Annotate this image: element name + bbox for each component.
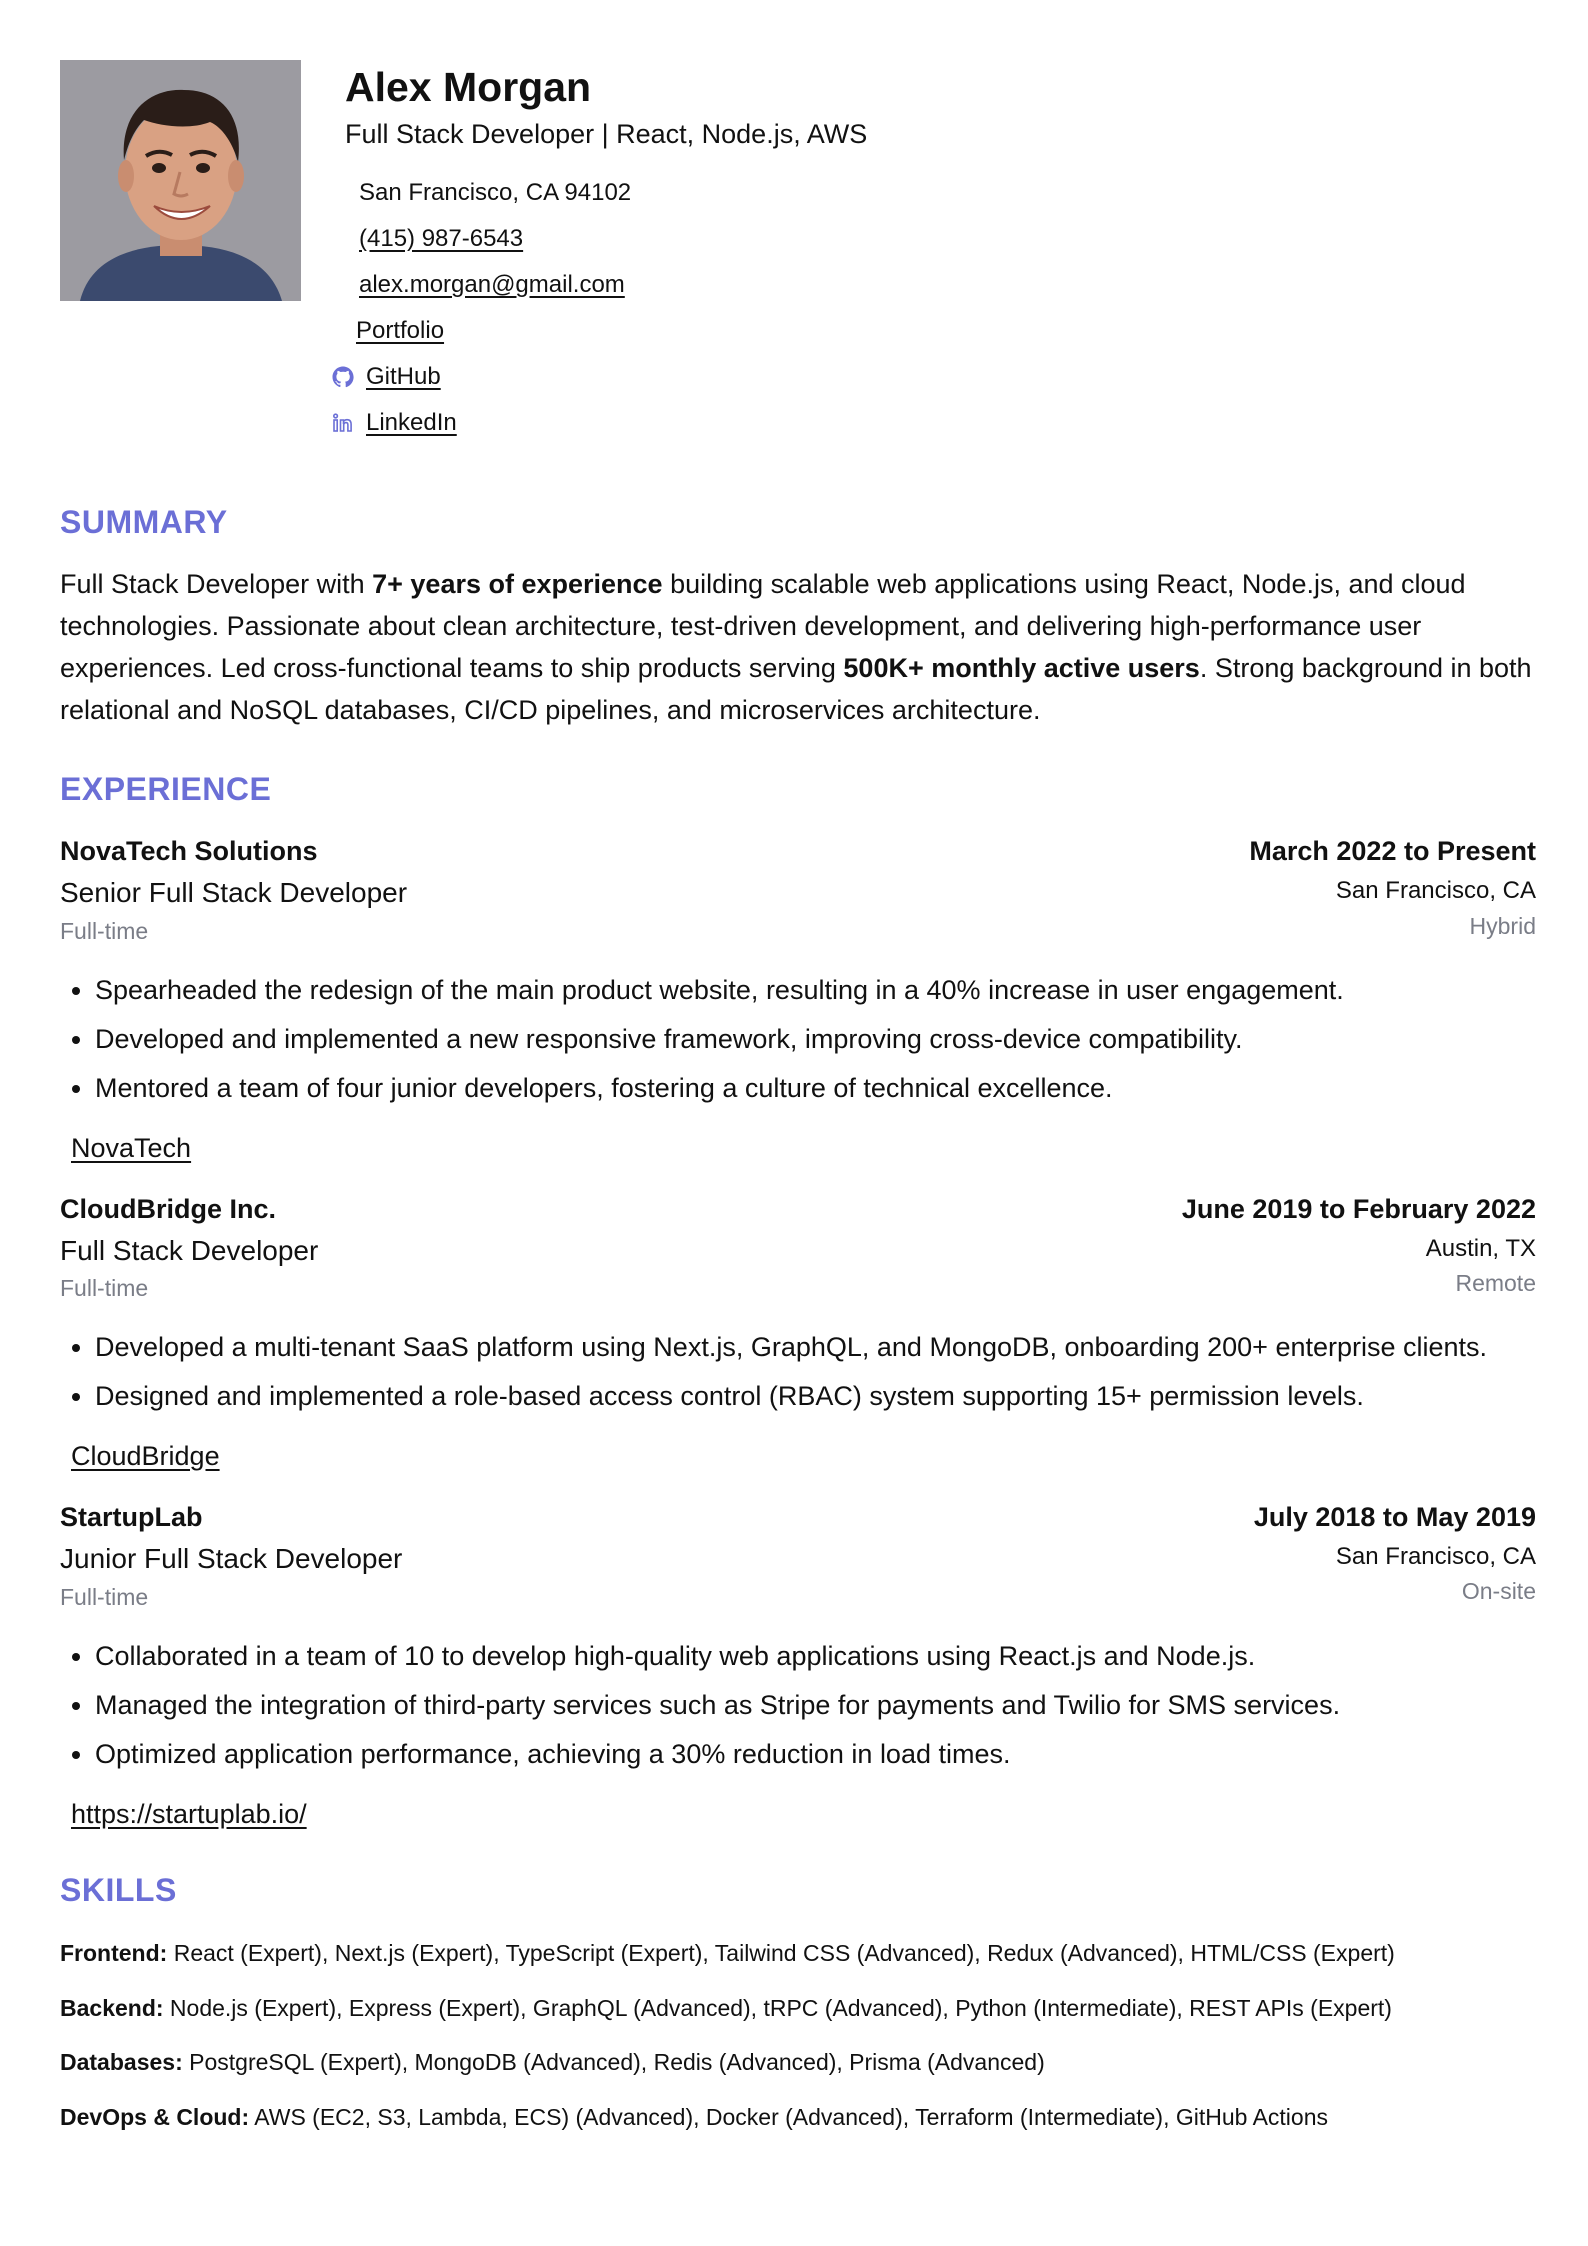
job-dates: July 2018 to May 2019: [1253, 1502, 1536, 1533]
profile-photo-illustration: [60, 60, 301, 301]
skill-row-frontend: [60, 1939, 1536, 1969]
job-bullet: • Mentored a team of four junior developers, fostering a culture of technical excellence.: [95, 1067, 1536, 1109]
summary-part-3: . Strong background in both relational and NoSQL databases, CI/CD pipelines, and microservices architecture.: [60, 653, 1532, 726]
summary-text: [60, 563, 1536, 731]
github-link[interactable]: GitHub: [366, 362, 441, 390]
job-bullet: • Developed a multi-tenant SaaS platform using Next.js, GraphQL, and MongoDB, onboarding 200+ enterprise clients.: [95, 1326, 1536, 1368]
skill-category: Backend:: [60, 1994, 164, 2021]
skill-category: Frontend:: [60, 1939, 168, 1966]
experience-heading: EXPERIENCE: [60, 771, 272, 808]
job-header: [60, 1500, 1536, 1612]
job-type: Full-time: [60, 917, 149, 944]
contact-location: [345, 170, 867, 216]
job-company-link[interactable]: CloudBridge: [71, 1441, 220, 1472]
job-role: Senior Full Stack Developer: [60, 877, 408, 909]
job-bullet: • Managed the integration of third-party services such as Stripe for payments and Twilio for SMS services.: [95, 1684, 1536, 1726]
contact-portfolio: [345, 308, 867, 354]
phone-link[interactable]: (415) 987-6543: [359, 224, 524, 252]
location-text: San Francisco, CA 94102: [359, 178, 632, 206]
summary-part-2: building scalable web applications using React, Node.js, and cloud technologies. Passionate about clean architecture, test-driven development, and delivering high-performance user experiences. Led cross-functional teams to ship products serving: [60, 569, 1466, 684]
github-icon: [330, 364, 356, 390]
skill-items: AWS (EC2, S3, Lambda, ECS) (Advanced), Docker (Advanced), Terraform (Intermediate), GitHub Actions: [249, 2104, 1328, 2131]
skill-row-devops: [60, 2103, 1536, 2133]
summary-part-1: Full Stack Developer with: [60, 569, 373, 600]
job-company-link[interactable]: NovaTech: [71, 1132, 192, 1163]
resume-header: [60, 60, 1536, 446]
job-type: Full-time: [60, 1583, 149, 1610]
contact-github: [330, 354, 867, 400]
job-company: NovaTech Solutions: [60, 836, 318, 867]
contact-email: [345, 262, 867, 308]
contact-phone: [345, 216, 867, 262]
job-role: Full Stack Developer: [60, 1234, 319, 1266]
skill-row-databases: [60, 2048, 1536, 2078]
skill-items: Node.js (Expert), Express (Expert), GraphQL (Advanced), tRPC (Advanced), Python (Intermediate), REST APIs (Expert): [163, 1994, 1392, 2021]
job-bullets: [60, 1326, 1536, 1417]
job-location: Austin, TX: [1425, 1234, 1536, 1262]
job-dates: June 2019 to February 2022: [1181, 1193, 1536, 1224]
skill-items: PostgreSQL (Expert), MongoDB (Advanced), Redis (Advanced), Prisma (Advanced): [182, 2049, 1045, 2076]
job-header: [60, 834, 1536, 946]
job-company: CloudBridge Inc.: [60, 1193, 276, 1224]
job-type: Full-time: [60, 1275, 149, 1302]
contact-linkedin: [330, 400, 867, 446]
skill-category: DevOps & Cloud:: [60, 2104, 250, 2131]
job-entry-novatech: [60, 834, 1536, 1165]
job-bullet: • Collaborated in a team of 10 to develop high-quality web applications using React.js and Node.js.: [95, 1635, 1536, 1677]
skill-row-backend: [60, 1994, 1536, 2024]
candidate-name: Alex Morgan: [345, 64, 592, 110]
job-dates: March 2022 to Present: [1249, 836, 1536, 867]
job-role: Junior Full Stack Developer: [60, 1543, 403, 1575]
portfolio-link[interactable]: Portfolio: [356, 316, 445, 344]
job-location: San Francisco, CA: [1335, 877, 1536, 905]
summary-heading: SUMMARY: [60, 504, 228, 541]
job-work-mode: On-site: [1461, 1578, 1536, 1605]
profile-photo: [60, 60, 301, 301]
job-entry-cloudbridge: [60, 1192, 1536, 1474]
job-bullet: • Designed and implemented a role-based access control (RBAC) system supporting 15+ permission levels.: [95, 1375, 1536, 1417]
job-work-mode: Remote: [1455, 1269, 1536, 1296]
resume-page: [60, 60, 1536, 2158]
linkedin-icon: [330, 410, 356, 436]
job-header: [60, 1192, 1536, 1304]
skills-list: [60, 1939, 1536, 2134]
job-company-link[interactable]: https://startuplab.io/: [71, 1798, 307, 1829]
job-location: San Francisco, CA: [1335, 1543, 1536, 1571]
job-work-mode: Hybrid: [1469, 912, 1536, 939]
job-bullet: • Developed and implemented a new responsive framework, improving cross-device compatibility.: [95, 1018, 1536, 1060]
job-company: StartupLab: [60, 1502, 203, 1533]
candidate-headline: Full Stack Developer | React, Node.js, AWS: [345, 119, 868, 150]
skills-heading: SKILLS: [60, 1871, 177, 1908]
job-bullets: [60, 1635, 1536, 1775]
job-bullet: • Spearheaded the redesign of the main product website, resulting in a 40% increase in user engagement.: [95, 969, 1536, 1011]
summary-highlight-users: 500K+ monthly active users: [843, 653, 1200, 684]
job-bullet: • Optimized application performance, achieving a 30% reduction in load times.: [95, 1733, 1536, 1775]
skill-category: Databases:: [60, 2049, 183, 2076]
summary-highlight-experience: 7+ years of experience: [372, 569, 663, 600]
contact-list: [345, 170, 867, 446]
job-entry-startuplab: [60, 1500, 1536, 1831]
job-bullets: [60, 969, 1536, 1109]
header-info: [345, 60, 867, 446]
skill-items: React (Expert), Next.js (Expert), TypeScript (Expert), Tailwind CSS (Advanced), Redux (Advanced), HTML/CSS (Expert): [167, 1939, 1395, 1966]
email-link[interactable]: alex.morgan@gmail.com: [359, 270, 625, 298]
linkedin-link[interactable]: LinkedIn: [366, 408, 457, 436]
